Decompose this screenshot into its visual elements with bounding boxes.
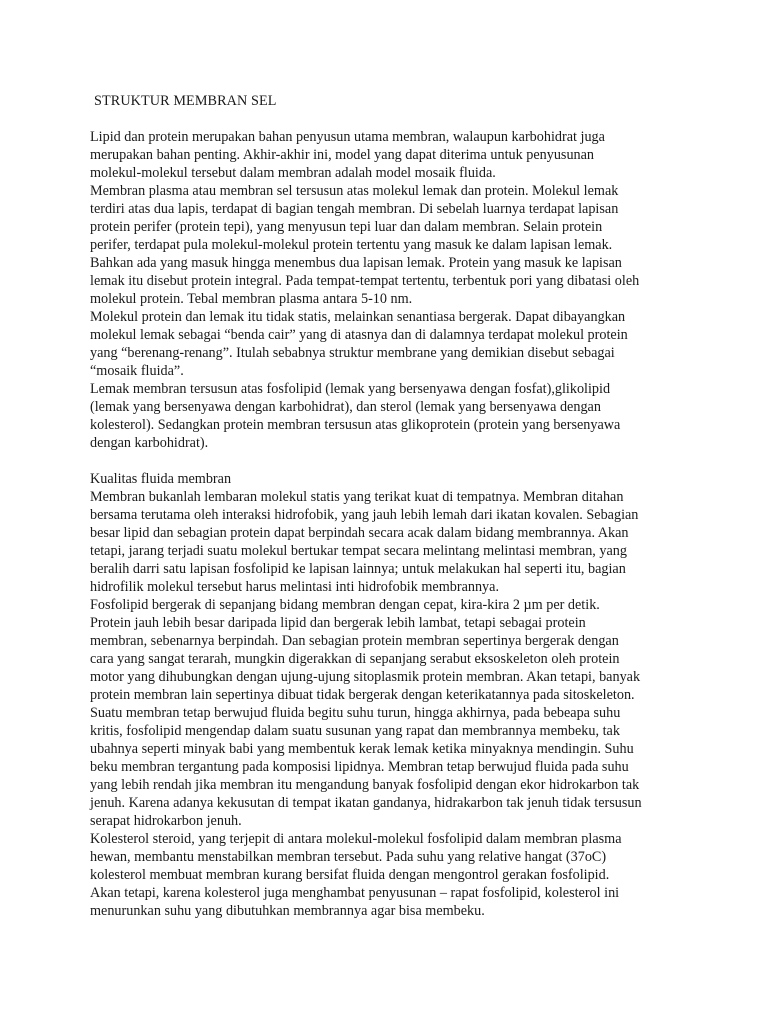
paragraph-mosaic-fluid: Molekul protein dan lemak itu tidak statis, melainkan senantiasa bergerak. Dapat dibayangkan molekul lemak sebagai “benda cair” yang di atasnya dan di dalamnya terdapat molekul protein yang “berenang-renang”. Itulah sebabnya struktur membrane yang demikian disebut sebagai “mosaik fluida”.	[90, 309, 628, 379]
paragraph-phospholipid-movement: Fosfolipid bergerak di sepanjang bidang membran dengan cepat, kira-kira 2 µm per detik. Protein jauh lebih besar daripada lipid dan bergerak lebih lambat, tetapi sebagai protein membran, sebenarnya berpindah. Dan sebagian protein membran sepertinya bergerak dengan cara yang sangat terarah, mungkin digerakkan di sepanjang serabut eksoskeleton oleh protein motor yang dihubungkan dengan ujung-ujung sitoplasmik protein membran. Akan tetapi, banyak protein membran lain sepertinya dibuat tidak bergerak dengan keterikatannya pada sitoskeleton. Suatu membran tetap berwujud fluida begitu suhu turun, hingga akhirnya, pada bebeapa suhu kritis, fosfolipid mengendap dalam suatu susunan yang rapat dan membrannya membeku, tak ubahnya seperti minyak babi yang membentuk kerak lemak ketika minyaknya mendingin. Suhu beku membran tergantung pada komposisi lipidnya. Membran tetap berwujud fluida pada suhu yang lebih rendah jika membran itu mengandung banyak fosfolipid dengan ekor hidrokarbon tak jenuh. Karena adanya kekusutan di tempat ikatan gandanya, hidrakarbon tak jenuh tidak tersusun serapat hidrokarbon jenuh.	[90, 597, 642, 829]
document-title: STRUKTUR MEMBRAN SEL	[94, 93, 277, 109]
document-page	[90, 92, 690, 920]
section-spacer	[90, 452, 690, 470]
paragraph-intro: Lipid dan protein merupakan bahan penyusun utama membran, walaupun karbohidrat juga merupakan bahan penting. Akhir-akhir ini, model yang dapat diterima untuk penyusunan molekul-molekul tersebut dalam membran adalah model mosaik fluida.	[90, 129, 605, 181]
paragraph-membrane-not-static: Membran bukanlah lembaran molekul statis yang terikat kuat di tempatnya. Membran ditahan bersama terutama oleh interaksi hidrofobik, yang jauh lebih lemah dari ikatan kovalen. Sebagian besar lipid dan sebagian protein dapat berpindah secara acak dalam bidang membrannya. Akan tetapi, jarang terjadi suatu molekul bertukar tempat secara melintang melintasi membran, yang beralih darri satu lapisan fosfolipid ke lapisan lainnya; untuk melakukan hal seperti itu, bagian hidrofilik molekul tersebut harus melintasi inti hidrofobik membrannya.	[90, 489, 639, 595]
paragraph-membrane-plasma: Membran plasma atau membran sel tersusun atas molekul lemak dan protein. Molekul lemak terdiri atas dua lapis, terdapat di bagian tengah membran. Di sebelah luarnya terdapat lapisan protein perifer (protein tepi), yang menyusun tepi luar dan dalam membran. Selain protein perifer, terdapat pula molekul-molekul protein tertentu yang masuk ke dalam lapisan lemak. Bahkan ada yang masuk hingga menembus dua lapisan lemak. Protein yang masuk ke lapisan lemak itu disebut protein integral. Pada tempat-tempat tertentu, terbentuk pori yang dibatasi oleh molekul protein. Tebal membran plasma antara 5-10 nm.	[90, 183, 640, 307]
paragraph-membrane-lipids: Lemak membran tersusun atas fosfolipid (lemak yang bersenyawa dengan fosfat),glikolipid (lemak yang bersenyawa dengan karbohidrat), dan sterol (lemak yang bersenyawa dengan kolesterol). Sedangkan protein membran tersusun atas glikoprotein (protein yang bersenyawa dengan karbohidrat).	[90, 381, 621, 451]
section-heading-fluidity: Kualitas fluida membran	[90, 471, 232, 487]
paragraph-cholesterol: Kolesterol steroid, yang terjepit di antara molekul-molekul fosfolipid dalam membran plasma hewan, membantu menstabilkan membran tersebut. Pada suhu yang relative hangat (37oC) kolesterol membuat membran kurang bersifat fluida dengan mengontrol gerakan fosfolipid. Akan tetapi, karena kolesterol juga menghambat penyusunan – rapat fosfolipid, kolesterol ini menurunkan suhu yang dibutuhkan membrannya agar bisa membeku.	[90, 831, 622, 919]
